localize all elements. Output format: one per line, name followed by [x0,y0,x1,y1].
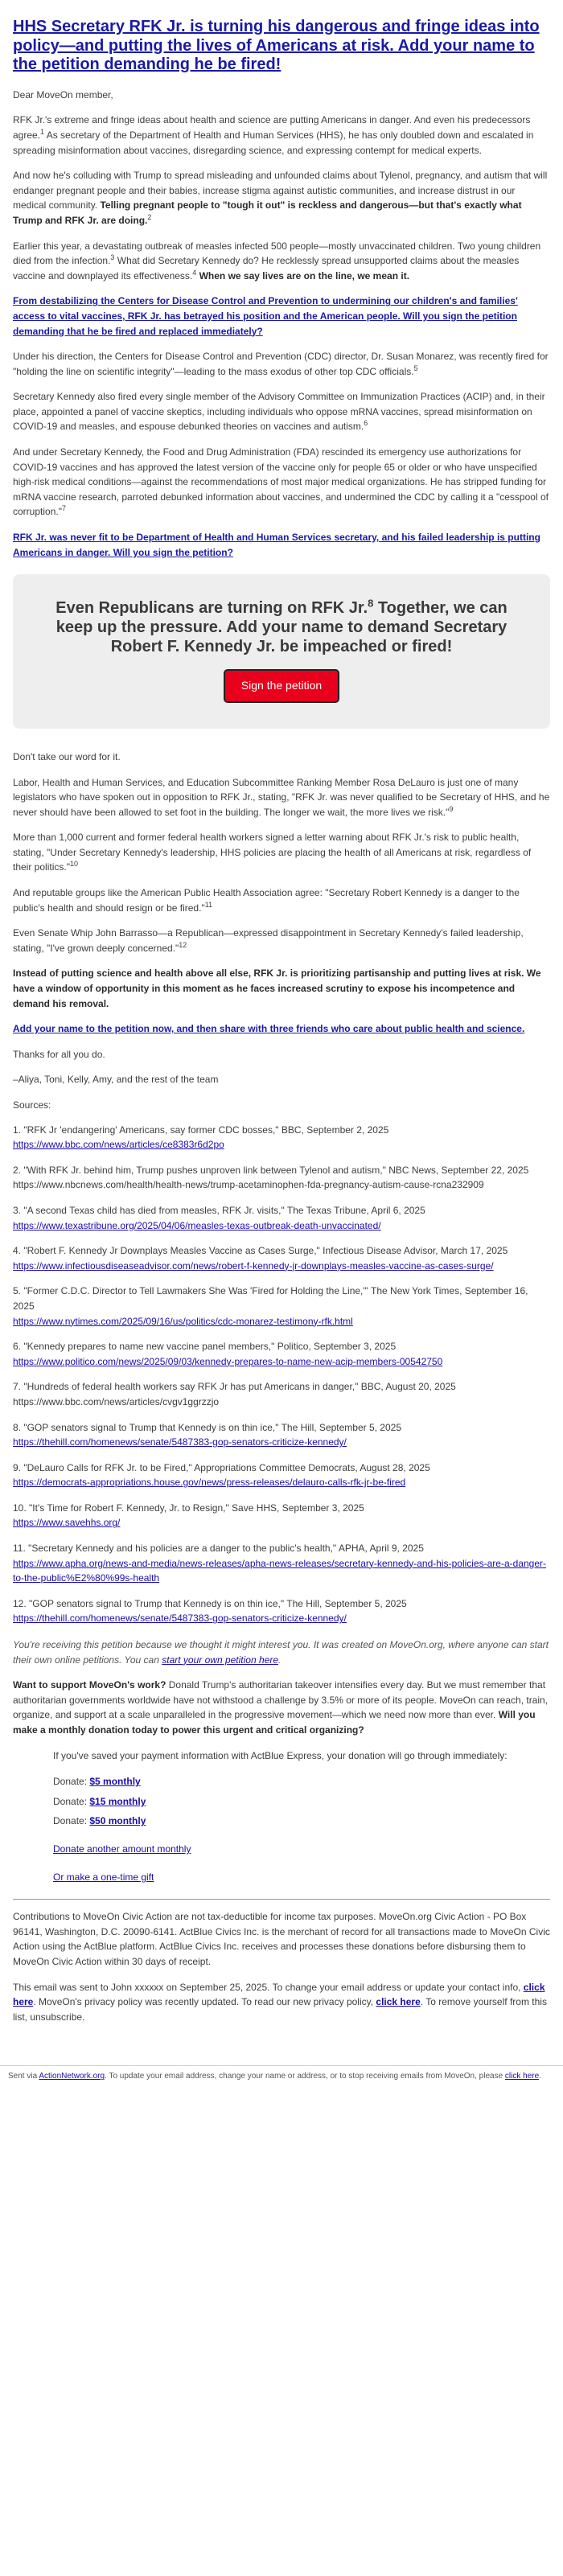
source-link[interactable]: https://thehill.com/homenews/senate/5487383-gop-senators-criticize-kennedy/ [13,1613,347,1625]
petition-link-2-wrap [13,530,550,560]
source-link[interactable]: https://www.texastribune.org/2025/04/06/measles-texas-outbreak-death-unvaccinated/ [13,1219,381,1231]
paragraph-5: Secretary Kennedy also fired every single member of the Advisory Committee on Immunization Practices (ACIP) and, in their place, appointed a panel of vaccine skeptics, including individuals who oppose mRNA vaccines, spread misinformation on COVID-19 and measles, and espouse debunked theories on vaccines and autism.$^6$ [13,391,545,433]
source-link[interactable]: https://www.nytimes.com/2025/09/16/us/politics/cdc-monarez-testimony-rfk.html [13,1315,353,1327]
source-item: 3. "A second Texas child has died from measles, RFK Jr. visits," The Texas Tribune, April 6, 2025 https://www.texastribune.org/2025/04/06/measles-texas-outbreak-death-unvaccinated/ [13,1204,425,1231]
support-paragraph: Want to support MoveOn's work? Donald Trump's authoritarian takeover intensifies every day. But we must remember that authoritarian governments worldwide have not withstood a challenge by 3.5% or more of its people. MoveOn can reach, train, organize, and support at a scale unparalleled in the progressive movement—which we need now more than ever. Will you make a monthly donation today to power this urgent and critical organizing? [13,1679,549,1736]
cta-text: Even Republicans are turning on RFK Jr.$^8$ Together, we can keep up the pressure. Add your name to demand Secretary Robert F. Kennedy Jr. be impeached or fired! [55,597,508,656]
footnote-ref-12: 12 [179,940,187,949]
paragraph-3: Earlier this year, a devastating outbreak of measles infected 500 people—mostly unvaccinated children. Two young children died from the infection.$^3$ What did Secretary Kennedy do? He recklessly spread unsupported claims about the measles vaccine and downplayed its effectiveness.$^4$ When we say lives are on the line, we mean it. [13,240,541,281]
donate-block [13,1748,550,1885]
donate-option: Donate: $5 monthly [53,1776,141,1788]
footnote-ref-4: 4 [192,268,197,277]
footnote-ref-1: 1 [40,127,45,136]
petition-link-3[interactable]: Add your name to the petition now, and then share with three friends who care about public health and science. [13,1023,525,1035]
thanks-text: Thanks for all you do. [13,1048,105,1060]
source-item: 5. "Former C.D.C. Director to Tell Lawmakers She Was 'Fired for Holding the Line,'" The New York Times, September 16, 2025 https://www.nytimes.com/2025/09/16/us/politics/cdc-monarez-testimony-rfk.html [13,1285,528,1327]
paragraph-11: Even Senate Whip John Barrasso—a Republican—expressed disappointment in Secretary Kennedy's failed leadership, stating, "I've grown deeply concerned."$^{12}$ [13,927,524,954]
source-item: 9. "DeLauro Calls for RFK Jr. to be Fired," Appropriations Committee Democrats, August 28, 2025 https://democrats-appropriations.house.gov/news/press-releases/delauro-calls-rfk-jr-be-fired [13,1461,430,1489]
headline [13,18,550,75]
petition-link-2[interactable]: RFK Jr. was never fit to be Department of Health and Human Services secretary, and his failed leadership is putting Americans in danger. Will you sign the petition? [13,532,540,558]
source-link[interactable]: https://www.bbc.com/news/articles/ce8383r6d2po [13,1139,224,1151]
petition-link-1-wrap [13,294,550,339]
sign-petition-button[interactable]: Sign the petition [224,669,339,703]
source-url-text: https://www.bbc.com/news/articles/cvgv1ggrzzjo [13,1395,220,1407]
source-item: 1. "RFK Jr 'endangering' Americans, say former CDC bosses," BBC, September 2, 2025 https://www.bbc.com/news/articles/ce8383r6d2po [13,1124,389,1151]
source-item: 6. "Kennedy prepares to name new vaccine panel members," Politico, September 3, 2025 https://www.politico.com/news/2025/09/03/kennedy-prepares-to-name-new-acip-members-00542750 [13,1341,443,1367]
footnote-ref-5: 5 [413,364,418,372]
sources-list [13,1123,550,1626]
paragraph-2: And now he's colluding with Trump to spread misleading and unfounded claims about Tylenol, pregnancy, and autism that will endanger pregnant people and their babies, increase stigma against autistic communities, and increase distrust in our medical community. Telling pregnant people to "tough it out" is reckless and dangerous—but that's exactly what Trump and RFK Jr. are doing.$^2$ [13,170,548,226]
headline-link[interactable]: HHS Secretary RFK Jr. is turning his dangerous and fringe ideas into policy—and putting the lives of Americans at risk. Add your name to the petition demanding he be fired! [13,18,540,74]
donate-one-time-link[interactable]: Or make a one-time gift [53,1871,154,1883]
source-item: 10. "It's Time for Robert F. Kennedy, Jr. to Resign," Save HHS, September 3, 2025 https://www.savehhs.org/ [13,1502,364,1529]
source-item: 11. "Secretary Kennedy and his policies are a danger to the public's health," APHA, April 9, 2025 https://www.apha.org/news-and-media/news-releases/apha-news-releases/secretary-kennedy-and-his-policies-are-a-danger-to-the-public%E2%80%99s-health [13,1543,546,1584]
petition-link-3-wrap [13,1021,550,1037]
donate-one-time-wrap [53,1870,550,1885]
footnote-ref-11: 11 [204,900,213,909]
paragraph-8: Labor, Health and Human Services, and Education Subcommittee Ranking Member Rosa DeLauro is just one of many legislators who have spoken out in opposition to RFK Jr., stating, "RFK Jr. was never qualified to be Secretary of HHS, and he never should have been allowed to set foot in the building. The longer we wait, the more lives we risk."$^9$ [13,776,550,818]
sent-via-footer: Sent via ActionNetwork.org. To update your email address, change your name or address, or to stop receiving emails from MoveOn, please click here. [8,2072,541,2081]
action-network-link[interactable]: ActionNetwork.org [39,2072,105,2081]
paragraph-9: More than 1,000 current and former federal health workers signed a letter warning about RFK Jr.'s risk to public health, stating, "Under Secretary Kennedy's leadership, HHS policies are placing the health of all Americans at risk, regardless of their politics."$^{10}$ [13,832,532,873]
paragraph-4: Under his direction, the Centers for Disease Control and Prevention (CDC) director, Dr. Susan Monarez, was recently fired for "holding the line on scientific integrity"—leading to the mass exodus of other top CDC officials.$^5$ [13,351,549,377]
source-link[interactable]: https://democrats-appropriations.house.gov/news/press-releases/delauro-calls-rfk-jr-be-fired [13,1477,406,1489]
footnote-ref-7: 7 [61,504,66,513]
source-item: 7. "Hundreds of federal health workers say RFK Jr has put Americans in danger," BBC, August 20, 2025 https://www.bbc.com/news/articles/cvgv1ggrzzjo [13,1381,456,1407]
donate-option: Donate: $15 monthly [53,1795,146,1807]
source-item: 4. "Robert F. Kennedy Jr Downplays Measles Vaccine as Cases Surge," Infectious Disease Advisor, March 17, 2025 https://www.infectiousdiseaseadvisor.com/news/robert-f-kennedy-jr-downplays-measles-vaccine-as-cases-surge/ [13,1245,508,1272]
footer-text: This email was sent to John xxxxxx on September 25, 2025. To change your email address or update your contact info, click here. MoveOn's privacy policy was recently updated. To read our new privacy policy, click here. To remove yourself from this list, unsubscribe. [13,1981,547,2023]
donate-50-monthly-link[interactable]: $50 monthly [89,1815,146,1827]
donate-option: Donate: $50 monthly [53,1815,146,1827]
footnote-ref-10: 10 [69,860,78,869]
source-link[interactable]: https://thehill.com/homenews/senate/5487383-gop-senators-criticize-kennedy/ [13,1436,347,1448]
source-item: 8. "GOP senators signal to Trump that Kennedy is on thin ice," The Hill, September 5, 2025 https://thehill.com/homenews/senate/5487383-gop-senators-criticize-kennedy/ [13,1421,402,1448]
footnote-ref-3: 3 [110,253,115,262]
unsubscribe-click-here-link[interactable]: click here [504,2072,540,2081]
greeting: Dear MoveOn member, [13,88,113,101]
paragraph-12: Instead of putting science and health above all else, RFK Jr. is prioritizing partisanship and putting lives at risk. We have a window of opportunity in this moment as he faces increased scrutiny to expose his incompetence and demand his removal. [13,968,541,1009]
donate-15-monthly-link[interactable]: $15 monthly [89,1795,146,1807]
source-item: 12. "GOP senators signal to Trump that Kennedy is on thin ice," The Hill, September 5, 2025 https://thehill.com/homenews/senate/5487383-gop-senators-criticize-kennedy/ [13,1597,407,1625]
petition-note: You're receiving this petition because we thought it might interest you. It was created on MoveOn.org, where anyone can start their own online petitions. You can start your own petition here. [13,1639,549,1666]
source-link[interactable]: https://www.apha.org/news-and-media/news-releases/apha-news-releases/secretary-kennedy-and-his-policies-are-a-danger-to-the-public%E2%80%99s-health [13,1557,546,1584]
footnote-ref-8: 8 [368,597,374,610]
footnote-ref-2: 2 [147,212,152,221]
cta-box [13,574,550,729]
paragraph-6: And under Secretary Kennedy, the Food and Drug Administration (FDA) rescinded its emergency use authorizations for COVID-19 vaccines and has approved the latest version of the vaccine only for people 65 or older or who have unspecified high-risk medical conditions—against the recommendations of most major medical organizations. He has stripped funding for mRNA vaccine research, parroted debunked information about vaccines, and undermined the CDC by calling it a "cesspool of corruption."$^7$ [13,446,549,518]
legal-text: Contributions to MoveOn Civic Action are not tax-deductible for income tax purposes. MoveOn.org Civic Action - PO Box 96141, Washington, D.C. 20090-6141. ActBlue Civics Inc. is the merchant of record for all transactions made to MoveOn Civic Action using the ActBlue platform. ActBlue Civics Inc. receives and processes these donations before disbursing them to MoveOn Civic Action within 30 days of receipt. [13,1911,550,1967]
paragraph-1: RFK Jr.'s extreme and fringe ideas about health and science are putting Americans in danger. And even his predecessors agree.$^1$ As secretary of the Department of Health and Human Services (HHS), he has only doubled down and escalated in spreading misinformation about vaccines, disregarding science, and expressing contempt for medical experts. [13,114,534,156]
paragraph-7: Don't take our word for it. [13,750,121,762]
donate-5-monthly-link[interactable]: $5 monthly [89,1776,141,1788]
source-item: 2. "With RFK Jr. behind him, Trump pushes unproven link between Tylenol and autism," NBC News, September 22, 2025 https://www.nbcnews.com/health/health-news/trump-acetaminophen-fda-pregnancy-autism-cause-rcna232909 [13,1164,529,1191]
footnote-ref-6: 6 [364,419,368,428]
email-body [13,0,550,2049]
privacy-policy-link[interactable]: click here [376,1996,421,2008]
paragraph-10: And reputable groups like the American Public Health Association agree: "Secretary Robert Kennedy is a danger to the public's health and should resign or be fired."$^{11}$ [13,887,520,914]
source-link[interactable]: https://www.savehhs.org/ [13,1517,121,1529]
start-petition-link[interactable]: start your own petition here [162,1654,278,1666]
sources-label: Sources: [13,1099,51,1111]
source-link[interactable]: https://www.infectiousdiseaseadvisor.com/news/robert-f-kennedy-jr-downplays-measles-vaccine-as-cases-surge/ [13,1259,494,1272]
donate-intro: If you've saved your payment information with ActBlue Express, your donation will go through immediately: [53,1749,508,1761]
source-link[interactable]: https://www.politico.com/news/2025/09/03/kennedy-prepares-to-name-new-acip-members-00542750 [13,1355,443,1367]
source-url-text: https://www.nbcnews.com/health/health-news/trump-acetaminophen-fda-pregnancy-autism-cause-rcna232909 [13,1179,484,1191]
divider [13,1899,550,1900]
petition-link-1[interactable]: From destabilizing the Centers for Disease Control and Prevention to undermining our children's and families' access to vital vaccines, RFK Jr. has betrayed his position and the American people. Will you sign the petition demanding that he be fired and replaced immediately? [13,295,518,337]
footnote-ref-9: 9 [449,804,454,813]
donate-other-wrap [53,1842,550,1857]
update-contact-link[interactable]: click here [13,1981,545,2008]
donate-other-amount-link[interactable]: Donate another amount monthly [53,1843,191,1855]
signoff-text: –Aliya, Toni, Kelly, Amy, and the rest of the team [13,1074,219,1086]
